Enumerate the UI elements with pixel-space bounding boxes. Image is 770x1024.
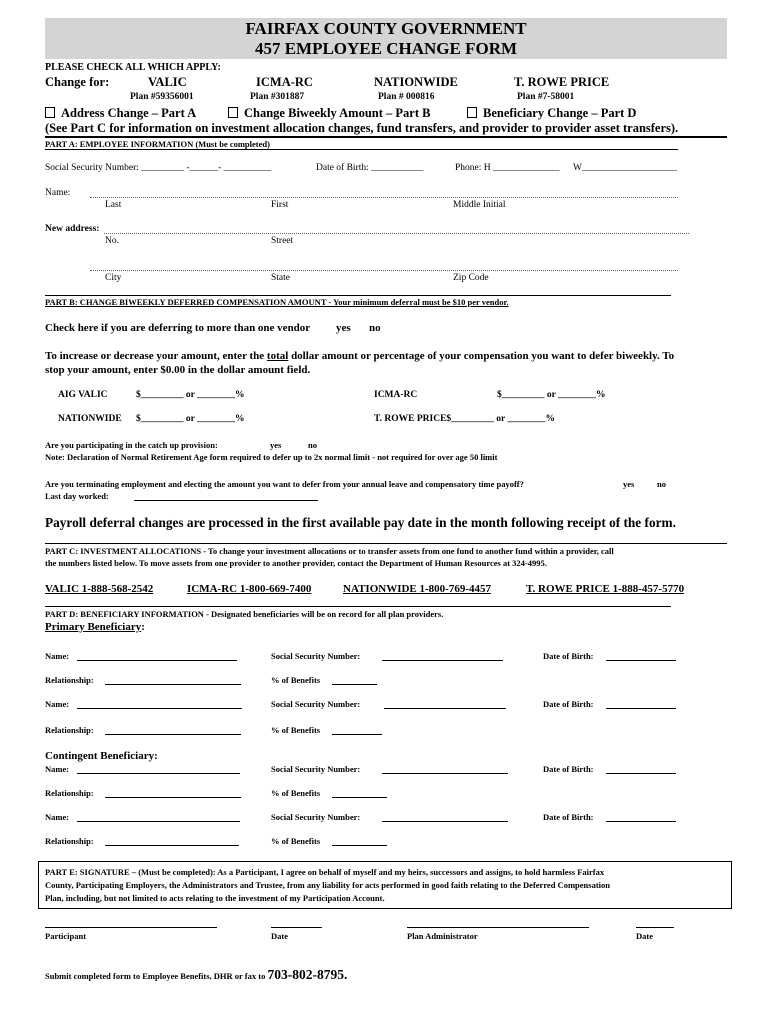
ssn-field[interactable]: Social Security Number: _________ -______- __________: [45, 163, 272, 173]
aig-valic-amount[interactable]: $_________ or ________%: [136, 390, 245, 400]
divider: [45, 295, 671, 296]
beneficiary-dob-label: Date of Birth:: [543, 651, 594, 661]
multi-vendor-label: Check here if you are deferring to more than one vendor: [45, 322, 311, 334]
nationwide-label: NATIONWIDE: [58, 414, 122, 424]
submit-instructions: Submit completed form to Employee Benefits, DHR or fax to 703-802-8795.: [45, 967, 348, 982]
beneficiary-dob-input[interactable]: [606, 821, 676, 822]
beneficiary-ssn-label: Social Security Number:: [271, 699, 361, 709]
admin-date-input[interactable]: [636, 927, 674, 928]
part-c-line1: PART C: INVESTMENT ALLOCATIONS - To change your investment allocations or to transfer assets from one fund to another fund within a provider, call: [45, 546, 614, 556]
checkbox-icon[interactable]: [45, 107, 55, 118]
beneficiary-ssn-input[interactable]: [382, 660, 503, 661]
beneficiary-dob-input[interactable]: [606, 773, 676, 774]
phone-nationwide[interactable]: NATIONWIDE 1-800-769-4457: [343, 583, 491, 595]
beneficiary-dob-input[interactable]: [606, 708, 676, 709]
beneficiary-pct-input[interactable]: [332, 684, 377, 685]
phone-valic[interactable]: VALIC 1-888-568-2542: [45, 583, 154, 595]
beneficiary-ssn-label: Social Security Number:: [271, 764, 361, 774]
part-e-text-line1: PART E: SIGNATURE – (Must be completed): As a Participant, I agree on behalf of myself and my heirs, successors and assigns, to hold harmless Fairfax: [45, 867, 605, 877]
catch-up-yes[interactable]: yes: [270, 440, 282, 450]
beneficiary-name-label: Name:: [45, 651, 70, 661]
aig-valic-label: AIG VALIC: [58, 390, 108, 400]
admin-signature-input[interactable]: [407, 927, 589, 928]
name-label: Name:: [45, 188, 71, 198]
beneficiary-name-input[interactable]: [77, 773, 240, 774]
beneficiary-name-label: Name:: [45, 699, 70, 709]
beneficiary-name-label: Name:: [45, 764, 70, 774]
beneficiary-dob-input[interactable]: [606, 660, 676, 661]
beneficiary-relationship-input[interactable]: [105, 797, 241, 798]
participant-caption: Participant: [45, 931, 87, 941]
beneficiary-pct-input[interactable]: [332, 797, 387, 798]
beneficiary-ssn-input[interactable]: [382, 821, 508, 822]
option-change-amount[interactable]: Change Biweekly Amount – Part B: [228, 106, 430, 121]
beneficiary-dob-label: Date of Birth:: [543, 812, 594, 822]
part-e-text-line2: County, Participating Employers, the Administrators and Trustee, from any liability for acts performed in good faith relating to the Deferred Compensation: [45, 880, 610, 890]
multi-vendor-yes[interactable]: yes: [336, 322, 351, 334]
catch-up-no[interactable]: no: [308, 440, 317, 450]
beneficiary-relationship-input[interactable]: [105, 684, 241, 685]
dob-field[interactable]: Date of Birth: ___________: [316, 163, 424, 173]
checkbox-icon[interactable]: [228, 107, 238, 118]
beneficiary-relationship-label: Relationship:: [45, 675, 94, 685]
phone-trowe[interactable]: T. ROWE PRICE 1-888-457-5770: [526, 583, 685, 595]
plan-trowe: Plan #7-58001: [517, 92, 575, 102]
beneficiary-pct-label: % of Benefits: [271, 788, 321, 798]
first-name-caption: First: [271, 200, 289, 210]
address-input[interactable]: [104, 233, 689, 234]
part-b-heading: PART B: CHANGE BIWEEKLY DEFERRED COMPENSATION AMOUNT - Your minimum deferral must be $10 per vendor.: [45, 297, 509, 307]
beneficiary-pct-label: % of Benefits: [271, 675, 321, 685]
beneficiary-ssn-label: Social Security Number:: [271, 812, 361, 822]
city-state-zip-input[interactable]: [90, 270, 678, 271]
provider-valic[interactable]: VALIC: [148, 75, 187, 89]
trowe-amount[interactable]: T. ROWE PRICE$_________ or ________%: [374, 414, 555, 424]
beneficiary-ssn-input[interactable]: [382, 773, 508, 774]
beneficiary-dob-label: Date of Birth:: [543, 764, 594, 774]
icma-label: ICMA-RC: [374, 390, 418, 400]
icma-amount[interactable]: $_________ or ________%: [497, 390, 606, 400]
terminating-label: Are you terminating employment and electing the amount you want to defer from your annual leave and compensatory time payoff?: [45, 479, 524, 489]
beneficiary-pct-label: % of Benefits: [271, 836, 321, 846]
catch-up-note: Note: Declaration of Normal Retirement Age form required to defer up to 2x normal limit - not required for over age 50 limit: [45, 452, 498, 462]
zip-caption: Zip Code: [453, 273, 489, 283]
divider: [45, 136, 727, 138]
option-beneficiary-change[interactable]: Beneficiary Change – Part D: [467, 106, 636, 121]
divider: [45, 149, 678, 150]
part-c-line2: the numbers listed below. To move assets from one provider to another provider, contact the Department of Human Resources at 324-4995.: [45, 558, 547, 568]
form-title-line2: 457 EMPLOYEE CHANGE FORM: [254, 39, 518, 58]
last-day-label: Last day worked:: [45, 491, 109, 501]
last-day-input[interactable]: [134, 500, 318, 501]
beneficiary-name-input[interactable]: [77, 660, 237, 661]
amount-instructions-line2: stop your amount, enter $0.00 in the dollar amount field.: [45, 364, 311, 376]
option-address-change[interactable]: Address Change – Part A: [45, 106, 196, 121]
middle-initial-caption: Middle Initial: [453, 200, 506, 210]
change-for-label: Change for:: [45, 75, 110, 89]
terminating-no[interactable]: no: [657, 479, 666, 489]
participant-date-input[interactable]: [271, 927, 322, 928]
street-caption: Street: [271, 236, 294, 246]
beneficiary-pct-input[interactable]: [332, 734, 382, 735]
form-title-line1: FAIRFAX COUNTY GOVERNMENT: [245, 19, 527, 38]
phone-work-field[interactable]: W____________________: [573, 163, 677, 173]
beneficiary-pct-label: % of Benefits: [271, 725, 321, 735]
plan-icma: Plan #301887: [250, 92, 305, 102]
nationwide-amount[interactable]: $_________ or ________%: [136, 414, 245, 424]
beneficiary-ssn-input[interactable]: [384, 708, 506, 709]
part-d-heading: PART D: BENEFICIARY INFORMATION - Designated beneficiaries will be on record for all plan providers.: [45, 609, 444, 619]
catch-up-label: Are you participating in the catch up provision:: [45, 440, 218, 450]
beneficiary-relationship-label: Relationship:: [45, 788, 94, 798]
beneficiary-ssn-label: Social Security Number:: [271, 651, 361, 661]
beneficiary-pct-input[interactable]: [332, 845, 387, 846]
beneficiary-name-input[interactable]: [77, 821, 240, 822]
divider: [45, 606, 671, 607]
part-a-heading: PART A: EMPLOYEE INFORMATION (Must be completed): [45, 139, 270, 149]
provider-icma[interactable]: ICMA-RC: [256, 75, 313, 89]
beneficiary-dob-label: Date of Birth:: [543, 699, 594, 709]
participant-signature-input[interactable]: [45, 927, 217, 928]
beneficiary-relationship-label: Relationship:: [45, 725, 94, 735]
divider: [45, 543, 727, 544]
provider-nationwide[interactable]: NATIONWIDE: [374, 75, 458, 89]
terminating-yes[interactable]: yes: [623, 479, 635, 489]
participant-date-caption: Date: [271, 931, 288, 941]
part-c-note: (See Part C for information on investment allocation changes, fund transfers, and provider to provider asset transfers).: [45, 121, 679, 135]
beneficiary-name-label: Name:: [45, 812, 70, 822]
name-input[interactable]: [90, 197, 678, 198]
plan-valic: Plan #59356001: [130, 92, 194, 102]
state-caption: State: [271, 273, 290, 283]
amount-instructions: To increase or decrease your amount, enter the total dollar amount or percentage of your compensation you want to defer biweekly. To: [45, 350, 675, 362]
plan-nationwide: Plan # 000816: [378, 92, 435, 102]
check-all-label: PLEASE CHECK ALL WHICH APPLY:: [45, 62, 221, 73]
beneficiary-relationship-input[interactable]: [105, 845, 239, 846]
payroll-note: Payroll deferral changes are processed in the first available pay date in the month following receipt of the form.: [45, 515, 676, 530]
part-e-text-line3: Plan, including, but not limited to acts relating to the investment of my Participation Account.: [45, 893, 385, 903]
contingent-beneficiary-label: Contingent Beneficiary:: [45, 750, 158, 762]
plan-admin-caption: Plan Administrator: [407, 931, 478, 941]
beneficiary-name-input[interactable]: [77, 708, 242, 709]
beneficiary-relationship-label: Relationship:: [45, 836, 94, 846]
fax-number: 703-802-8795.: [267, 967, 348, 982]
primary-beneficiary-label: Primary Beneficiary:: [45, 621, 145, 633]
admin-date-caption: Date: [636, 931, 653, 941]
checkbox-icon[interactable]: [467, 107, 477, 118]
last-name-caption: Last: [105, 200, 122, 210]
new-address-label: New address:: [45, 224, 100, 234]
phone-home-field[interactable]: Phone: H ______________: [455, 163, 560, 173]
beneficiary-relationship-input[interactable]: [105, 734, 241, 735]
multi-vendor-no[interactable]: no: [369, 322, 381, 334]
no-caption: No.: [105, 236, 119, 246]
provider-trowe[interactable]: T. ROWE PRICE: [514, 75, 610, 89]
phone-icma[interactable]: ICMA-RC 1-800-669-7400: [187, 583, 312, 595]
city-caption: City: [105, 273, 122, 283]
